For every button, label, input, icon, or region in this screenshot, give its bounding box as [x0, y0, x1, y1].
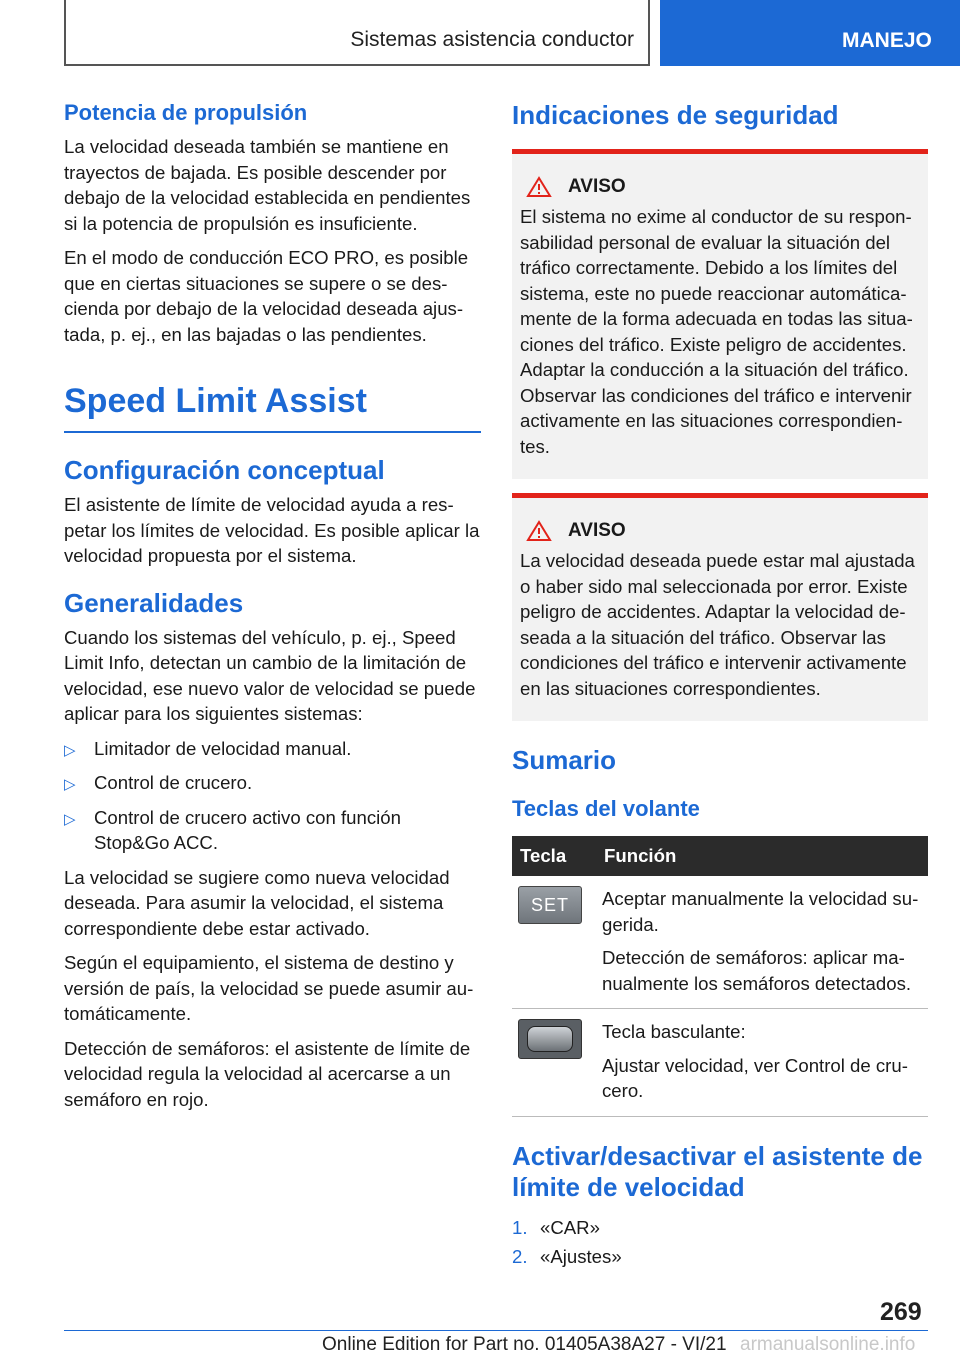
speed-limit-assist-heading: Speed Limit Assist — [64, 382, 481, 433]
triangle-bullet-icon: ▷ — [64, 741, 76, 759]
set-button-icon: SET — [518, 886, 582, 924]
list-item: ▷ Control de crucero activo con función Stop&Go ACC. — [64, 806, 401, 853]
edition-text: Online Edition for Part no. 01405A38A27 - VI/21 — [322, 1334, 727, 1355]
warning-box — [512, 493, 928, 721]
list-item: 1. «CAR» — [512, 1216, 600, 1238]
function-text: Ajustar velocidad, ver Control de crucero. — [602, 1054, 908, 1101]
header-divider-bottom — [64, 64, 650, 66]
table-row — [512, 876, 928, 1009]
general-paragraph-1: Cuando los sistemas del vehículo, p. ej., Speed Limit Info, detectan un cambio de la limitación de velocidad, ese nuevo valor de velocidad se puede aplicar para los siguientes sistemas: — [64, 626, 476, 724]
triangle-bullet-icon: ▷ — [64, 810, 76, 828]
warning-label: AVISO — [568, 520, 626, 541]
propulsion-paragraph-2: En el modo de conducción ECO PRO, es posible que en ciertas situaciones se supere o se descienda por debajo de la velocidad deseada ajustada, p. ej., en las bajadas o las pendientes. — [64, 247, 469, 345]
wheel-keys-table — [512, 836, 928, 1117]
right-column — [512, 100, 928, 1274]
table-row — [512, 1009, 928, 1117]
watermark: armanualsonline.info — [740, 1334, 916, 1355]
system-list — [64, 736, 481, 856]
general-paragraph-4: Detección de semáforos: el asistente de límite de velocidad regula la velocidad al acercarse a un semáforo en rojo. — [64, 1037, 471, 1110]
warning-box — [512, 149, 928, 479]
activate-heading: Activar/desactivar el asistente de límite de velocidad — [512, 1140, 923, 1202]
header-divider-right — [648, 0, 650, 66]
left-column — [64, 100, 481, 1121]
safety-heading: Indicaciones de seguridad — [512, 100, 839, 130]
general-paragraph-2: La velocidad se sugiere como nueva velocidad deseada. Para asumir la velocidad, el sistema correspondiente debe estar activado. — [64, 866, 450, 939]
propulsion-paragraph-1: La velocidad deseada también se mantiene en trayectos de bajada. Es posible descender por debajo de la velocidad establecida en pendientes si la potencia de propulsión es insuficiente. — [64, 136, 471, 234]
propulsion-heading: Potencia de propulsión — [64, 100, 308, 125]
warning-triangle-icon — [526, 520, 552, 542]
function-text: Tecla basculante: — [602, 1021, 746, 1042]
concept-heading: Configuración conceptual — [64, 455, 385, 485]
general-heading: Generalidades — [64, 587, 244, 618]
warning-label: AVISO — [568, 176, 626, 197]
header-section-title: Sistemas asistencia conductor — [350, 28, 634, 51]
summary-heading: Sumario — [512, 745, 617, 775]
table-header-key: Tecla — [512, 836, 596, 876]
wheel-keys-heading: Teclas del volante — [512, 796, 700, 821]
page-number: 269 — [880, 1298, 922, 1326]
warning-text: La velocidad deseada puede estar mal ajustada o haber sido mal seleccionada por error. Existe peligro de accidentes. Adaptar la velocidad deseada a la situación del tráfico. Observar las condiciones del tráfico e intervenir activamente en las situaciones correspondientes. — [520, 550, 915, 699]
table-header-function: Función — [596, 836, 928, 876]
warning-text: El sistema no exime al conductor de su responsabilidad personal de evaluar la situación del tráfico correctamente. Debido a los límites del sistema, este no puede reaccionar automáticamente de la forma adecuada en todas las situaciones del tráfico. Existe peligro de accidentes. Adaptar la conducción a la situación del tráfico. Observar las condiciones del tráfico e intervenir activamente en las situaciones correspondientes. — [520, 206, 913, 457]
function-text: Detección de semáforos: aplicar manualmente los semáforos detectados. — [602, 947, 912, 994]
header-chapter-tab[interactable]: MANEJO — [660, 0, 960, 66]
list-item: 2. «Ajustes» — [512, 1246, 622, 1267]
activation-steps — [512, 1215, 928, 1270]
rocker-switch-icon — [518, 1019, 582, 1059]
warning-triangle-icon — [526, 176, 552, 198]
footer-divider — [64, 1330, 928, 1331]
list-item: ▷ Limitador de velocidad manual. — [64, 736, 481, 762]
list-item: ▷ Control de crucero. — [64, 770, 481, 796]
concept-paragraph: El asistente de límite de velocidad ayuda a respetar los límites de velocidad. Es posible aplicar la velocidad propuesta por el sistema. — [64, 494, 480, 566]
function-text: Aceptar manualmente la velocidad sugerida. — [602, 888, 919, 935]
triangle-bullet-icon: ▷ — [64, 776, 76, 793]
general-paragraph-3: Según el equipamiento, el sistema de destino y versión de país, la velocidad se puede asumir automáticamente. — [64, 952, 474, 1024]
